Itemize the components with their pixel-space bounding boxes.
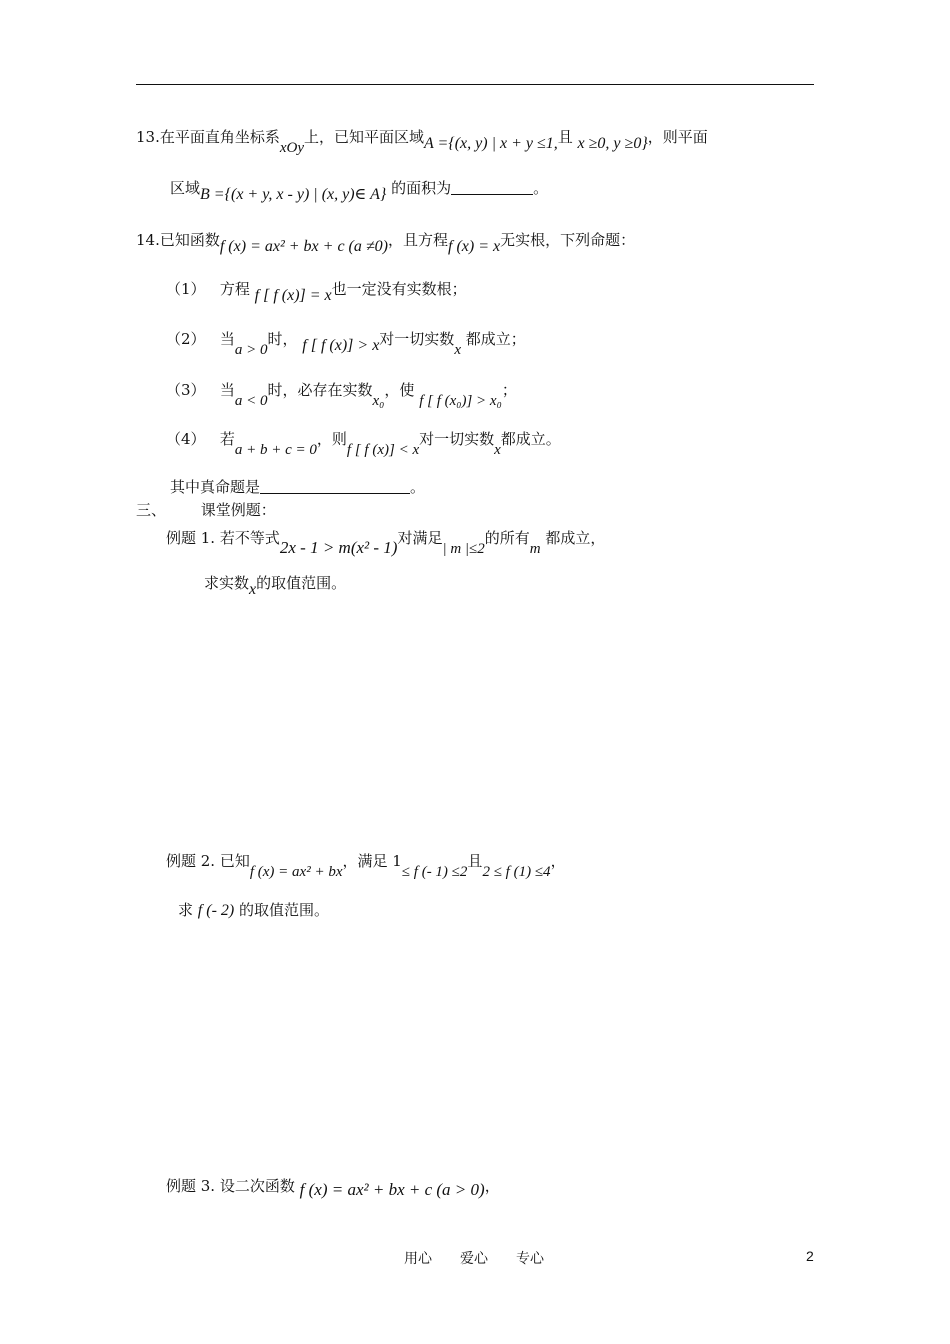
example-3-line-1 <box>166 1176 500 1200</box>
q14-item-2 <box>166 329 526 360</box>
item-math: x <box>494 442 501 458</box>
q14-item-4 <box>166 429 561 460</box>
q13-text: 。 <box>533 179 549 197</box>
q14-math-eq: f (x) = x <box>448 238 501 255</box>
example-1-line-1 <box>166 528 605 559</box>
item-number: （4） <box>166 430 206 448</box>
item-text: ，则 <box>316 430 347 448</box>
example-2-math-cond-2: 2 ≤ f (1) ≤4 <box>482 864 551 880</box>
q14-text: 14.已知函数 <box>136 231 220 249</box>
q13-math-set-a: A ={(x, y) | x + y ≤1, <box>424 135 558 152</box>
example-2-text: 求 <box>178 901 194 919</box>
example-2-math-func: f (x) = ax² + bx <box>249 864 343 880</box>
item-math: x <box>454 342 461 358</box>
item-math: f [ f (x₀)] > x₀ <box>419 393 502 409</box>
q13-text: 区域 <box>170 179 201 197</box>
example-1-math-var: m <box>529 541 541 557</box>
item-number: （1） <box>166 280 206 298</box>
q13-line-1 <box>136 127 708 158</box>
example-2-text: 例题 2. 已知 <box>166 852 250 870</box>
item-math: x₀ <box>372 393 385 409</box>
example-1-text: 对满足 <box>397 529 443 547</box>
q14-answer-blank[interactable] <box>260 479 410 494</box>
q14-text: 无实根，下列命题： <box>500 231 636 249</box>
example-2-text: ， <box>550 852 566 870</box>
item-math: f [ f (x)] = x <box>254 287 332 304</box>
example-1-math-var: x <box>249 581 257 598</box>
example-2-line-2 <box>178 900 329 921</box>
q14-math-func: f (x) = ax² + bx + c (a ≠0) <box>219 238 388 255</box>
q13-math-set-b: B ={(x + y, x - y) | (x, y)∈ A} <box>200 186 387 203</box>
q13-math-cond: x ≥0, y ≥0} <box>577 135 648 152</box>
item-math: f [ f (x)] > x <box>302 337 380 354</box>
item-text: 当 <box>219 381 235 399</box>
q14-item-1 <box>166 279 467 306</box>
example-3-text: 例题 3. 设二次函数 <box>166 1177 295 1195</box>
q14-item-3 <box>166 380 517 411</box>
example-3-math-func: f (x) = ax² + bx + c (a > 0) <box>299 1180 485 1199</box>
q13-text: 上，已知平面区域 <box>304 128 425 146</box>
item-text: 都成立； <box>465 330 526 348</box>
item-math: a > 0 <box>234 342 268 358</box>
q13-text: ，则平面 <box>647 128 708 146</box>
item-number: （3） <box>166 381 206 399</box>
item-math: f [ f (x)] < x <box>346 442 420 458</box>
item-text: 也一定没有实数根； <box>331 280 467 298</box>
item-number: （2） <box>166 330 206 348</box>
example-2-math-target: f (- 2) <box>197 902 235 919</box>
page-number: 2 <box>806 1248 814 1264</box>
header-rule <box>136 84 814 85</box>
section-number: 三、 <box>136 501 167 519</box>
item-text: 都成立。 <box>500 430 561 448</box>
item-math: a + b + c = 0 <box>234 442 317 458</box>
item-math: a < 0 <box>234 393 268 409</box>
q13-text: 13.在平面直角坐标系 <box>136 128 280 146</box>
example-1-line-2 <box>204 573 346 600</box>
q14-answer-line <box>170 477 425 497</box>
q13-answer-blank[interactable] <box>451 180 533 195</box>
q14-text: ，且方程 <box>388 231 449 249</box>
example-2-math-cond-1: ≤ f (- 1) ≤2 <box>401 864 468 880</box>
q14-line-1 <box>136 230 635 257</box>
example-1-math-cond: | m |≤2 <box>442 541 485 557</box>
item-text: 若 <box>219 430 235 448</box>
item-text: 当 <box>219 330 235 348</box>
item-text: ，使 <box>384 381 415 399</box>
section-heading <box>136 500 276 520</box>
example-1-text: 的取值范围。 <box>256 574 347 592</box>
item-text: ； <box>501 381 517 399</box>
example-1-math-ineq: 2x - 1 > m(x² - 1) <box>279 538 398 557</box>
q13-line-2 <box>170 178 548 205</box>
item-text: 时，必存在实数 <box>267 381 373 399</box>
q13-math-coord: xOy <box>279 140 305 156</box>
q14-answer-label: 其中真命题是 <box>170 478 261 496</box>
example-2-text: ，满足 1 <box>342 852 402 870</box>
q13-text: 且 <box>557 128 573 146</box>
section-title: 课堂例题： <box>200 501 276 519</box>
example-2-text: 的取值范围。 <box>239 901 330 919</box>
example-2-line-1 <box>166 851 566 882</box>
item-text: 对一切实数 <box>419 430 495 448</box>
item-text: 方程 <box>219 280 250 298</box>
example-1-text: 的所有 <box>484 529 530 547</box>
item-text: 对一切实数 <box>379 330 455 348</box>
example-1-text: 求实数 <box>204 574 250 592</box>
example-2-text: 且 <box>467 852 483 870</box>
example-1-text: 例题 1. 若不等式 <box>166 529 280 547</box>
q14-text: 。 <box>410 478 426 496</box>
footer-motto: 用心 爱心 专心 <box>404 1251 544 1267</box>
example-3-text: ， <box>484 1177 500 1195</box>
item-text: 时， <box>267 330 298 348</box>
q13-text: 的面积为 <box>391 179 452 197</box>
example-1-text: 都成立， <box>545 529 606 547</box>
